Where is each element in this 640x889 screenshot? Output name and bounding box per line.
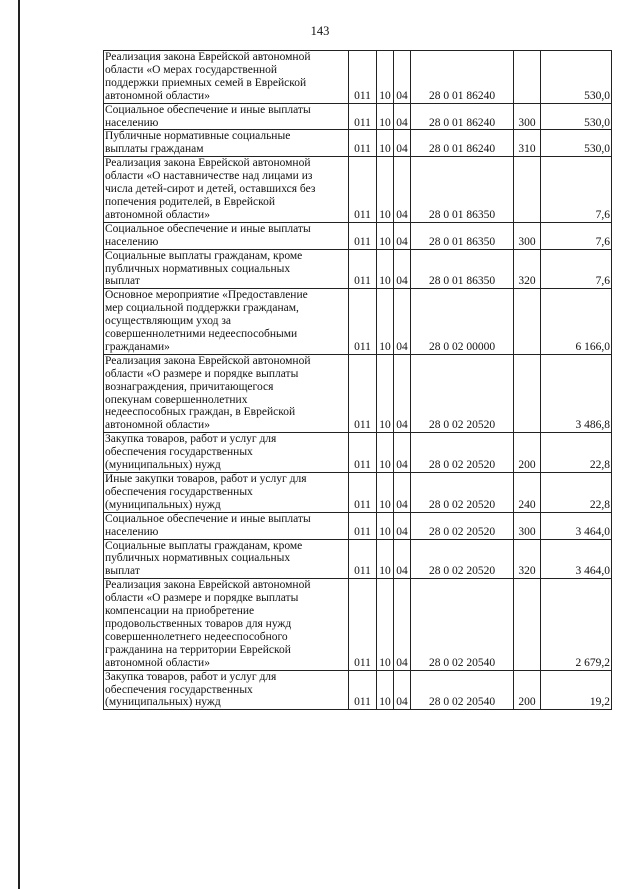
description-cell <box>104 130 349 157</box>
expense-type-cell-text: 320 <box>518 275 536 288</box>
program-code-cell-text: 28 0 01 86350 <box>428 275 496 288</box>
description-cell <box>104 433 349 473</box>
section-code-cell <box>377 130 394 157</box>
page-number: 143 <box>310 24 330 38</box>
description-cell-text: Иные закупки товаров, работ и услуг для обеспечения государственных (муниципальных) нужд <box>105 473 307 511</box>
subsection-code-cell <box>394 103 411 130</box>
ministry-code-cell <box>349 579 377 670</box>
table-row <box>104 433 612 473</box>
subsection-code-cell <box>394 249 411 289</box>
amount-cell <box>541 103 612 130</box>
ministry-code-cell <box>349 539 377 579</box>
expense-type-cell <box>514 157 541 223</box>
section-code-cell <box>377 222 394 249</box>
subsection-code-cell-text: 04 <box>396 208 408 221</box>
table-row <box>104 670 612 710</box>
program-code-cell-text: 28 0 02 20520 <box>428 565 496 578</box>
table-row <box>104 157 612 223</box>
section-code-cell-text: 10 <box>379 459 391 472</box>
amount-cell-text: 7,6 <box>595 275 610 288</box>
expense-type-cell-text: 200 <box>518 459 536 472</box>
program-code-cell <box>411 473 514 513</box>
description-cell-text: Социальное обеспечение и иные выплаты населению <box>105 512 311 538</box>
expense-type-cell <box>514 539 541 579</box>
subsection-code-cell-text: 04 <box>396 656 408 669</box>
subsection-code-cell-text: 04 <box>396 275 408 288</box>
table-row <box>104 130 612 157</box>
ministry-code-cell <box>349 157 377 223</box>
subsection-code-cell-text: 04 <box>396 340 408 353</box>
ministry-code-cell <box>349 103 377 130</box>
amount-cell-text: 530,0 <box>584 143 610 156</box>
expense-type-cell <box>514 130 541 157</box>
description-cell <box>104 51 349 104</box>
ministry-code-cell <box>349 130 377 157</box>
ministry-code-cell <box>349 51 377 104</box>
description-cell-text: Закупка товаров, работ и услуг для обеспечения государственных (муниципальных) нужд <box>105 433 277 472</box>
section-code-cell-text: 10 <box>379 340 391 353</box>
description-cell <box>104 354 349 432</box>
section-code-cell-text: 10 <box>379 89 391 102</box>
ministry-code-cell-text: 011 <box>354 656 371 669</box>
expense-type-cell <box>514 222 541 249</box>
amount-cell-text: 6 166,0 <box>575 340 610 353</box>
program-code-cell-text: 28 0 01 86350 <box>428 235 496 248</box>
expense-type-cell <box>514 473 541 513</box>
ministry-code-cell-text: 011 <box>354 525 371 538</box>
ministry-code-cell-text: 011 <box>354 340 371 353</box>
table-row <box>104 512 612 539</box>
ministry-code-cell-text: 011 <box>354 275 371 288</box>
amount-cell-text: 19,2 <box>589 696 610 709</box>
ministry-code-cell <box>349 249 377 289</box>
subsection-code-cell-text: 04 <box>396 565 408 578</box>
subsection-code-cell <box>394 51 411 104</box>
subsection-code-cell <box>394 539 411 579</box>
program-code-cell-text: 28 0 02 20520 <box>428 459 496 472</box>
section-code-cell-text: 10 <box>379 565 391 578</box>
description-cell-text: Основное мероприятие «Предоставление мер социальной поддержки гражданам, осуществляющим уход за совершеннолетними недееспособными гражданами» <box>105 289 308 353</box>
expense-type-cell-text: 300 <box>518 116 536 129</box>
expense-type-cell <box>514 670 541 710</box>
subsection-code-cell <box>394 579 411 670</box>
ministry-code-cell-text: 011 <box>354 89 371 102</box>
table-row <box>104 579 612 670</box>
ministry-code-cell <box>349 289 377 355</box>
ministry-code-cell-text: 011 <box>354 459 371 472</box>
section-code-cell <box>377 579 394 670</box>
subsection-code-cell <box>394 289 411 355</box>
section-code-cell <box>377 512 394 539</box>
ministry-code-cell <box>349 433 377 473</box>
program-code-cell <box>411 539 514 579</box>
description-cell <box>104 539 349 579</box>
program-code-cell <box>411 670 514 710</box>
program-code-cell <box>411 103 514 130</box>
ministry-code-cell <box>349 512 377 539</box>
subsection-code-cell-text: 04 <box>396 116 408 129</box>
description-cell <box>104 473 349 513</box>
description-cell-text: Социальное обеспечение и иные выплаты населению <box>105 103 311 129</box>
amount-cell <box>541 512 612 539</box>
subsection-code-cell-text: 04 <box>396 143 408 156</box>
amount-cell <box>541 130 612 157</box>
expense-type-cell <box>514 103 541 130</box>
program-code-cell-text: 28 0 02 20520 <box>428 525 496 538</box>
expense-type-cell-text: 200 <box>518 696 536 709</box>
description-cell <box>104 289 349 355</box>
amount-cell-text: 7,6 <box>595 235 610 248</box>
description-cell <box>104 512 349 539</box>
budget-table-body <box>104 51 612 710</box>
ministry-code-cell <box>349 222 377 249</box>
description-cell <box>104 670 349 710</box>
table-row <box>104 249 612 289</box>
table-row <box>104 103 612 130</box>
ministry-code-cell-text: 011 <box>354 208 371 221</box>
subsection-code-cell-text: 04 <box>396 89 408 102</box>
expense-type-cell <box>514 249 541 289</box>
section-code-cell <box>377 51 394 104</box>
expense-type-cell <box>514 512 541 539</box>
ministry-code-cell-text: 011 <box>354 498 371 511</box>
description-cell <box>104 103 349 130</box>
section-code-cell-text: 10 <box>379 143 391 156</box>
subsection-code-cell-text: 04 <box>396 696 408 709</box>
section-code-cell <box>377 473 394 513</box>
expense-type-cell <box>514 579 541 670</box>
program-code-cell-text: 28 0 02 20540 <box>428 696 496 709</box>
section-code-cell <box>377 354 394 432</box>
program-code-cell <box>411 512 514 539</box>
amount-cell-text: 3 486,8 <box>575 419 610 432</box>
amount-cell-text: 3 464,0 <box>575 565 610 578</box>
amount-cell <box>541 51 612 104</box>
budget-table <box>103 50 612 710</box>
program-code-cell <box>411 354 514 432</box>
expense-type-cell <box>514 51 541 104</box>
subsection-code-cell-text: 04 <box>396 525 408 538</box>
section-code-cell <box>377 249 394 289</box>
binding-margin-line <box>18 0 20 889</box>
table-row <box>104 51 612 104</box>
amount-cell <box>541 670 612 710</box>
subsection-code-cell-text: 04 <box>396 459 408 472</box>
amount-cell <box>541 222 612 249</box>
subsection-code-cell <box>394 130 411 157</box>
subsection-code-cell <box>394 433 411 473</box>
amount-cell <box>541 354 612 432</box>
amount-cell-text: 22,8 <box>589 459 610 472</box>
subsection-code-cell <box>394 473 411 513</box>
expense-type-cell-text: 320 <box>518 565 536 578</box>
subsection-code-cell <box>394 670 411 710</box>
expense-type-cell-text: 240 <box>518 498 536 511</box>
program-code-cell <box>411 433 514 473</box>
ministry-code-cell-text: 011 <box>354 235 371 248</box>
section-code-cell <box>377 157 394 223</box>
section-code-cell-text: 10 <box>379 696 391 709</box>
description-cell-text: Реализация закона Еврейской автономной области «О мерах государственной поддержки приемных семей в Еврейской автономной области» <box>105 51 311 102</box>
program-code-cell-text: 28 0 01 86240 <box>428 143 496 156</box>
description-cell-text: Публичные нормативные социальные выплаты гражданам <box>105 130 291 156</box>
amount-cell-text: 7,6 <box>595 208 610 221</box>
section-code-cell-text: 10 <box>379 525 391 538</box>
program-code-cell <box>411 249 514 289</box>
ministry-code-cell <box>349 473 377 513</box>
program-code-cell-text: 28 0 02 20520 <box>428 498 496 511</box>
description-cell-text: Закупка товаров, работ и услуг для обеспечения государственных (муниципальных) нужд <box>105 670 277 709</box>
subsection-code-cell <box>394 354 411 432</box>
subsection-code-cell-text: 04 <box>396 235 408 248</box>
subsection-code-cell <box>394 157 411 223</box>
amount-cell <box>541 579 612 670</box>
amount-cell <box>541 157 612 223</box>
section-code-cell <box>377 539 394 579</box>
program-code-cell-text: 28 0 01 86240 <box>428 89 496 102</box>
section-code-cell <box>377 670 394 710</box>
amount-cell-text: 2 679,2 <box>575 656 610 669</box>
section-code-cell-text: 10 <box>379 498 391 511</box>
program-code-cell <box>411 157 514 223</box>
amount-cell <box>541 289 612 355</box>
expense-type-cell <box>514 433 541 473</box>
amount-cell-text: 22,8 <box>589 498 610 511</box>
program-code-cell-text: 28 0 02 20540 <box>428 656 496 669</box>
description-cell-text: Социальные выплаты гражданам, кроме публичных нормативных социальных выплат <box>105 539 303 578</box>
ministry-code-cell-text: 011 <box>354 419 371 432</box>
table-row <box>104 539 612 579</box>
section-code-cell-text: 10 <box>379 208 391 221</box>
description-cell-text: Социальные выплаты гражданам, кроме публичных нормативных социальных выплат <box>105 249 303 288</box>
amount-cell <box>541 539 612 579</box>
program-code-cell <box>411 130 514 157</box>
description-cell <box>104 157 349 223</box>
section-code-cell-text: 10 <box>379 419 391 432</box>
expense-type-cell-text: 300 <box>518 525 536 538</box>
amount-cell-text: 530,0 <box>584 89 610 102</box>
program-code-cell <box>411 289 514 355</box>
amount-cell <box>541 473 612 513</box>
description-cell <box>104 222 349 249</box>
table-row <box>104 289 612 355</box>
subsection-code-cell <box>394 222 411 249</box>
program-code-cell <box>411 51 514 104</box>
amount-cell-text: 530,0 <box>584 116 610 129</box>
section-code-cell-text: 10 <box>379 656 391 669</box>
section-code-cell-text: 10 <box>379 235 391 248</box>
section-code-cell <box>377 103 394 130</box>
program-code-cell <box>411 579 514 670</box>
subsection-code-cell <box>394 512 411 539</box>
ministry-code-cell-text: 011 <box>354 696 371 709</box>
ministry-code-cell <box>349 670 377 710</box>
table-row <box>104 354 612 432</box>
expense-type-cell-text: 310 <box>518 143 536 156</box>
expense-type-cell <box>514 354 541 432</box>
section-code-cell-text: 10 <box>379 275 391 288</box>
ministry-code-cell-text: 011 <box>354 565 371 578</box>
program-code-cell-text: 28 0 02 20520 <box>428 419 496 432</box>
table-row <box>104 473 612 513</box>
subsection-code-cell-text: 04 <box>396 419 408 432</box>
program-code-cell-text: 28 0 01 86240 <box>428 116 496 129</box>
section-code-cell <box>377 433 394 473</box>
amount-cell <box>541 433 612 473</box>
table-row <box>104 222 612 249</box>
ministry-code-cell-text: 011 <box>354 143 371 156</box>
description-cell <box>104 249 349 289</box>
section-code-cell <box>377 289 394 355</box>
expense-type-cell-text: 300 <box>518 235 536 248</box>
ministry-code-cell <box>349 354 377 432</box>
amount-cell <box>541 249 612 289</box>
description-cell-text: Реализация закона Еврейской автономной области «О размере и порядке выплаты компенсации на приобретение продовольственных товаров для нужд совершеннолетнего недееспособного гражданина на территории Еврейской автономной области» <box>105 579 311 669</box>
description-cell-text: Реализация закона Еврейской автономной области «О наставничестве над лицами из числа детей-сирот и детей, оставшихся без попечения родителей, в Еврейской автономной области» <box>105 157 316 221</box>
program-code-cell <box>411 222 514 249</box>
program-code-cell-text: 28 0 01 86350 <box>428 208 496 221</box>
amount-cell-text: 3 464,0 <box>575 525 610 538</box>
description-cell-text: Социальное обеспечение и иные выплаты населению <box>105 222 311 248</box>
subsection-code-cell-text: 04 <box>396 498 408 511</box>
program-code-cell-text: 28 0 02 00000 <box>428 340 496 353</box>
description-cell <box>104 579 349 670</box>
expense-type-cell <box>514 289 541 355</box>
section-code-cell-text: 10 <box>379 116 391 129</box>
ministry-code-cell-text: 011 <box>354 116 371 129</box>
description-cell-text: Реализация закона Еврейской автономной области «О размере и порядке выплаты вознаграждения, причитающегося опекунам совершеннолетних недееспособных граждан, в Еврейской автономной области» <box>105 354 311 432</box>
